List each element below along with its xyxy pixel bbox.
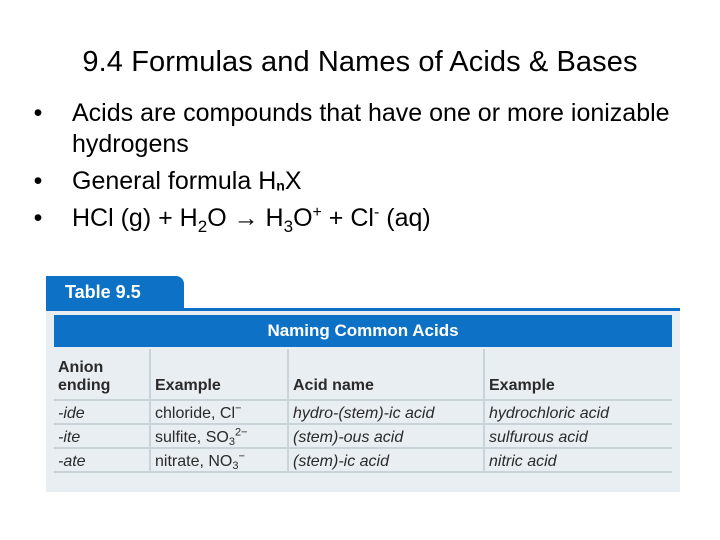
acid-example-cell: hydrochloric acid — [484, 400, 672, 424]
formula-subscript: 3 — [228, 435, 235, 448]
table-header-cell: Anion ending — [54, 349, 150, 400]
acid-name-cell: (stem)-ic acid — [288, 448, 484, 472]
bullet-text: General formula H — [72, 167, 277, 195]
equation-part: (aq) — [379, 204, 431, 232]
charge-superscript: − — [238, 450, 245, 463]
table-header-cell: Example — [484, 349, 672, 400]
equation-subscript: 3 — [283, 216, 294, 236]
example-text: chloride, Cl — [155, 405, 236, 422]
equation-part: O — [293, 204, 313, 232]
anion-ending-cell: -ide — [54, 400, 150, 424]
formula-subscript: n — [276, 177, 285, 194]
equation-part: HCl (g) + H — [72, 204, 198, 232]
table-figure — [46, 270, 680, 492]
bullet-general-formula — [28, 166, 698, 197]
table-tab-label: Table 9.5 — [46, 276, 184, 308]
anion-ending-cell: -ite — [54, 424, 150, 448]
acid-name-cell: (stem)-ous acid — [288, 424, 484, 448]
equation-subscript: 2 — [197, 216, 208, 236]
acid-example-cell: nitric acid — [484, 448, 672, 472]
table-banner: Naming Common Acids — [54, 315, 672, 347]
table-frame — [46, 308, 680, 492]
table-row — [54, 448, 672, 472]
table-row — [54, 400, 672, 424]
bullet-equation — [28, 203, 698, 234]
example-cell — [150, 424, 288, 448]
charge-superscript: 2− — [234, 426, 248, 439]
example-text: sulfite, SO — [155, 429, 229, 446]
table-row — [54, 424, 672, 448]
table-header-row — [54, 349, 672, 400]
equation-part: + Cl — [321, 204, 374, 232]
equation-superscript: - — [373, 204, 380, 222]
bullet-dot-icon: • — [33, 167, 43, 195]
charge-superscript: − — [235, 402, 242, 415]
equation-superscript: + — [312, 204, 322, 222]
example-cell — [150, 448, 288, 472]
example-cell — [150, 400, 288, 424]
bullet-text: Acids are compounds that have one or more ionizable hydrogens — [72, 99, 670, 158]
table-header-cell: Acid name — [288, 349, 484, 400]
bullet-dot-icon: • — [33, 204, 43, 232]
equation-part: O → H — [207, 204, 284, 232]
slide-title: 9.4 Formulas and Names of Acids & Bases — [82, 46, 638, 78]
bullet-acid-definition — [28, 98, 698, 160]
acid-name-cell: hydro-(stem)-ic acid — [288, 400, 484, 424]
example-text: nitrate, NO — [155, 453, 233, 470]
bullet-list — [28, 98, 698, 240]
bullet-dot-icon: • — [33, 99, 43, 127]
table-header-cell: Example — [150, 349, 288, 400]
acids-table — [54, 349, 672, 473]
formula-subscript: 3 — [232, 459, 239, 472]
bullet-text-suffix: X — [284, 167, 302, 195]
acid-example-cell: sulfurous acid — [484, 424, 672, 448]
anion-ending-cell: -ate — [54, 448, 150, 472]
